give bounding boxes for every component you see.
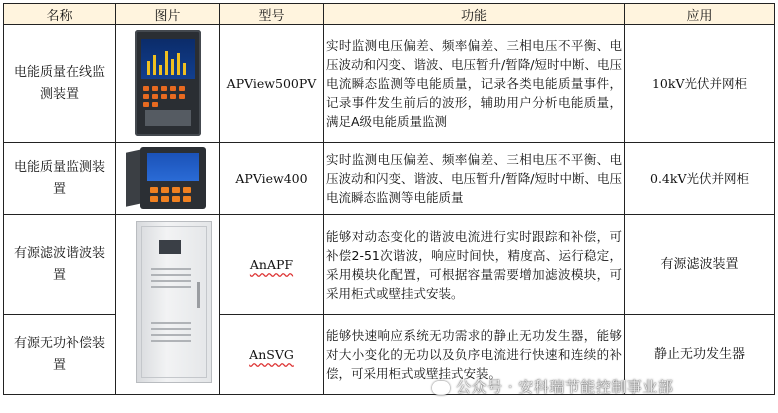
table-row xyxy=(4,25,775,143)
product-name: 有源无功补偿装置 xyxy=(4,315,116,395)
power-quality-meter-icon xyxy=(126,147,208,209)
filter-cabinet-icon xyxy=(136,221,212,383)
header-model: 型号 xyxy=(220,4,324,25)
product-model: APView500PV xyxy=(220,25,324,143)
product-application: 10kV光伏并网柜 xyxy=(625,25,775,143)
product-name: 电能质量监测装置 xyxy=(4,143,116,215)
product-application: 0.4kV光伏并网柜 xyxy=(625,143,775,215)
wechat-icon xyxy=(432,381,450,395)
product-function: 实时监测电压偏差、频率偏差、三相电压不平衡、电压波动和闪变、谐波、电压暂升/暂降/短时中断、电压电流瞬态监测等电能质量 xyxy=(324,143,625,215)
product-application: 有源滤波装置 xyxy=(625,215,775,315)
watermark: 公众号 · 安科瑞节能控制事业部 xyxy=(432,376,673,397)
table-row xyxy=(4,215,775,315)
product-table xyxy=(3,3,775,395)
power-quality-monitor-panel-icon xyxy=(135,30,201,136)
product-image xyxy=(116,25,220,143)
product-model: APView400 xyxy=(220,143,324,215)
table-row xyxy=(4,143,775,215)
header-row xyxy=(4,4,775,25)
product-application: 静止无功发生器 xyxy=(625,315,775,395)
product-function: 能够对动态变化的谐波电流进行实时跟踪和补偿，可补偿2-51次谐波，响应时间快，精度高、运行稳定，采用模块化配置，可根据容量需要增加滤波模块，可采用柜式或壁挂式安装。 xyxy=(324,215,625,315)
product-image xyxy=(116,143,220,215)
product-name: 有源滤波谐波装置 xyxy=(4,215,116,315)
product-function: 实时监测电压偏差、频率偏差、三相电压不平衡、电压波动和闪变、谐波、电压暂升/暂降/短时中断、电压电流瞬态监测等电能质量，记录各类电能质量事件，记录事件发生前后的波形，辅助用户分析电能质量，满足A级电能质量监测 xyxy=(324,25,625,143)
product-function: 能够快速响应系统无功需求的静止无功发生器，能够对大小变化的无功以及负序电流进行快速和连续的补偿，可采用柜式或壁挂式安装。 xyxy=(324,315,625,395)
header-function: 功能 xyxy=(324,4,625,25)
header-application: 应用 xyxy=(625,4,775,25)
product-name: 电能质量在线监测装置 xyxy=(4,25,116,143)
product-model: AnAPF xyxy=(220,215,324,315)
header-name: 名称 xyxy=(4,4,116,25)
product-model: AnSVG xyxy=(220,315,324,395)
product-image xyxy=(116,215,220,395)
header-image: 图片 xyxy=(116,4,220,25)
